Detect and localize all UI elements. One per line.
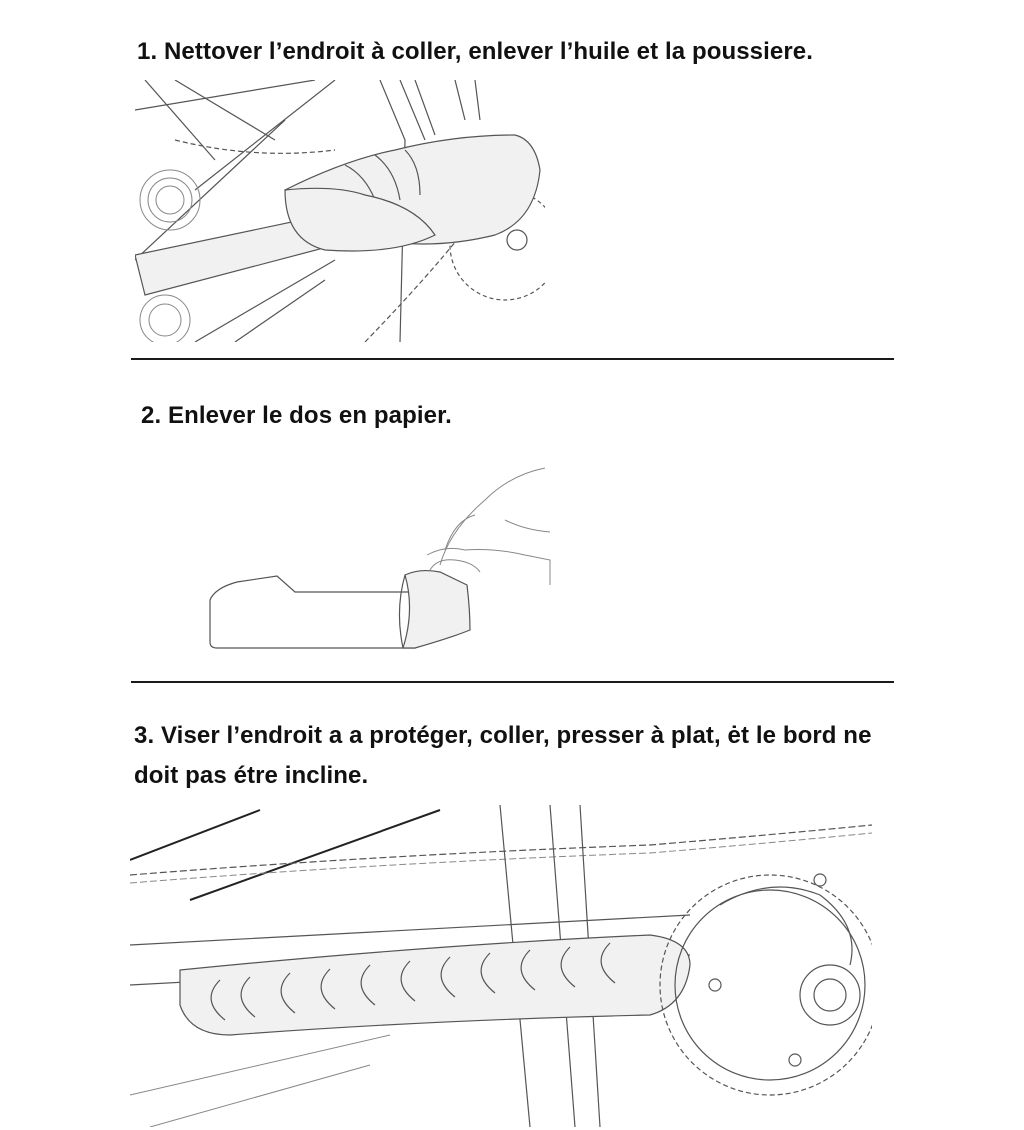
step-1-heading [137, 32, 897, 72]
section-divider-1 [131, 358, 894, 360]
section-divider-2 [131, 681, 894, 683]
peeling-backing-paper-sketch-icon [205, 460, 565, 655]
cleaning-chainstay-sketch-icon [135, 80, 545, 342]
step-3-number: 3. [134, 722, 155, 749]
step-3-text: Viser l’endroit a a protéger, coller, presser à plat, ėt le bord ne doit pas étre incline. [134, 722, 872, 789]
applied-chainstay-protector-sketch-icon [130, 805, 872, 1127]
step-3-heading [134, 716, 894, 796]
step-1-number: 1. [137, 38, 158, 65]
step-2-heading [141, 396, 841, 436]
step-1-text: Nettover l’endroit à coller, enlever l’huile et la poussiere. [164, 38, 813, 65]
step-2-text: Enlever le dos en papier. [168, 402, 452, 429]
step-2-number: 2. [141, 402, 162, 429]
